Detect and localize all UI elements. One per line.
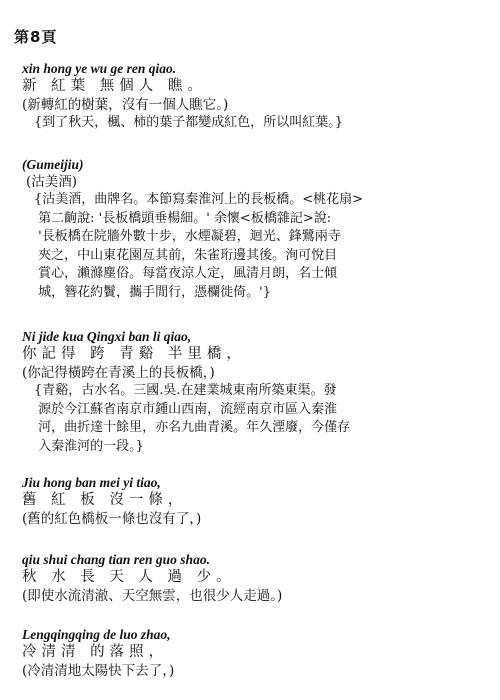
hanzi-line: 秋 水 長 天 人 過 少。	[22, 569, 236, 585]
pinyin-line: Ni jide kua Qingxi ban li qiao,	[22, 329, 192, 344]
pinyin-line: Lengqingqing de luo zhao,	[22, 627, 171, 642]
pinyin-line: xin hong ye wu ge ren qiao.	[22, 61, 177, 76]
title-pinyin: (Gumeijiu)	[22, 157, 84, 172]
verse-line-1	[22, 60, 492, 133]
hanzi-line: 你記得 跨 青谿 半里橋，	[22, 346, 246, 362]
translation-line: (新轉紅的樹葉，沒有一個人瞧它。)	[22, 97, 229, 113]
pinyin-line: Jiu hong ban mei yi tiao,	[22, 475, 161, 490]
annotation-note: {青谿，古水名。三國.吳.在建業城東南所築東渠。發 源於今江蘇省南京市鍾山西南，流經南京市區入秦淮 河，曲折達十餘里，亦名九曲青溪。年久湮廢，今僅存 入秦淮河的一段。}	[34, 383, 351, 454]
verse-title-guemeijiu	[22, 156, 492, 302]
pinyin-line: qiu shui chang tian ren guo shao.	[22, 552, 210, 567]
translation-line: (冷清清地太陽快下去了，)	[22, 663, 175, 679]
page-header: 第8頁	[14, 28, 58, 46]
translation-line: (舊的紅色橋板一條也沒有了，)	[22, 511, 202, 527]
verse-line-2	[22, 328, 492, 456]
translation-line: (你記得橫跨在青溪上的長板橋，)	[22, 365, 215, 381]
verse-line-4	[22, 551, 492, 605]
hanzi-line: 冷清清 的落照，	[22, 644, 169, 660]
annotation-note: {到了秋天，楓、柿的葉子都變成紅色，所以叫紅葉。}	[34, 115, 344, 130]
title-hanzi: (沽美酒)	[26, 174, 78, 190]
annotation-note: {沽美酒，曲牌名。本節寫秦淮河上的長板橋。<桃花扇> 第二齣說: '長板橋頭垂楊細。' 余懷<板橋雜記>說: '長板橋在院牆外數十步，水煙凝碧，迴光、鋒鷺兩寺 夾之，中山東花園亙其前，朱雀珩邊其後。洵可悅目 賞心，瀨滌塵俗。每當夜涼人定，風清月朗，名士傾 城，簪花約鬢，攜手閒行，憑欄徙倚。'}	[34, 192, 364, 300]
translation-line: (即使水流清澈、天空無雲，也很少人走過。)	[22, 588, 283, 604]
hanzi-line: 新 紅葉 無個人 瞧。	[22, 78, 207, 94]
verse-line-5	[22, 626, 492, 680]
verse-line-3	[22, 474, 492, 528]
hanzi-line: 舊 紅 板 沒一條，	[22, 492, 188, 508]
